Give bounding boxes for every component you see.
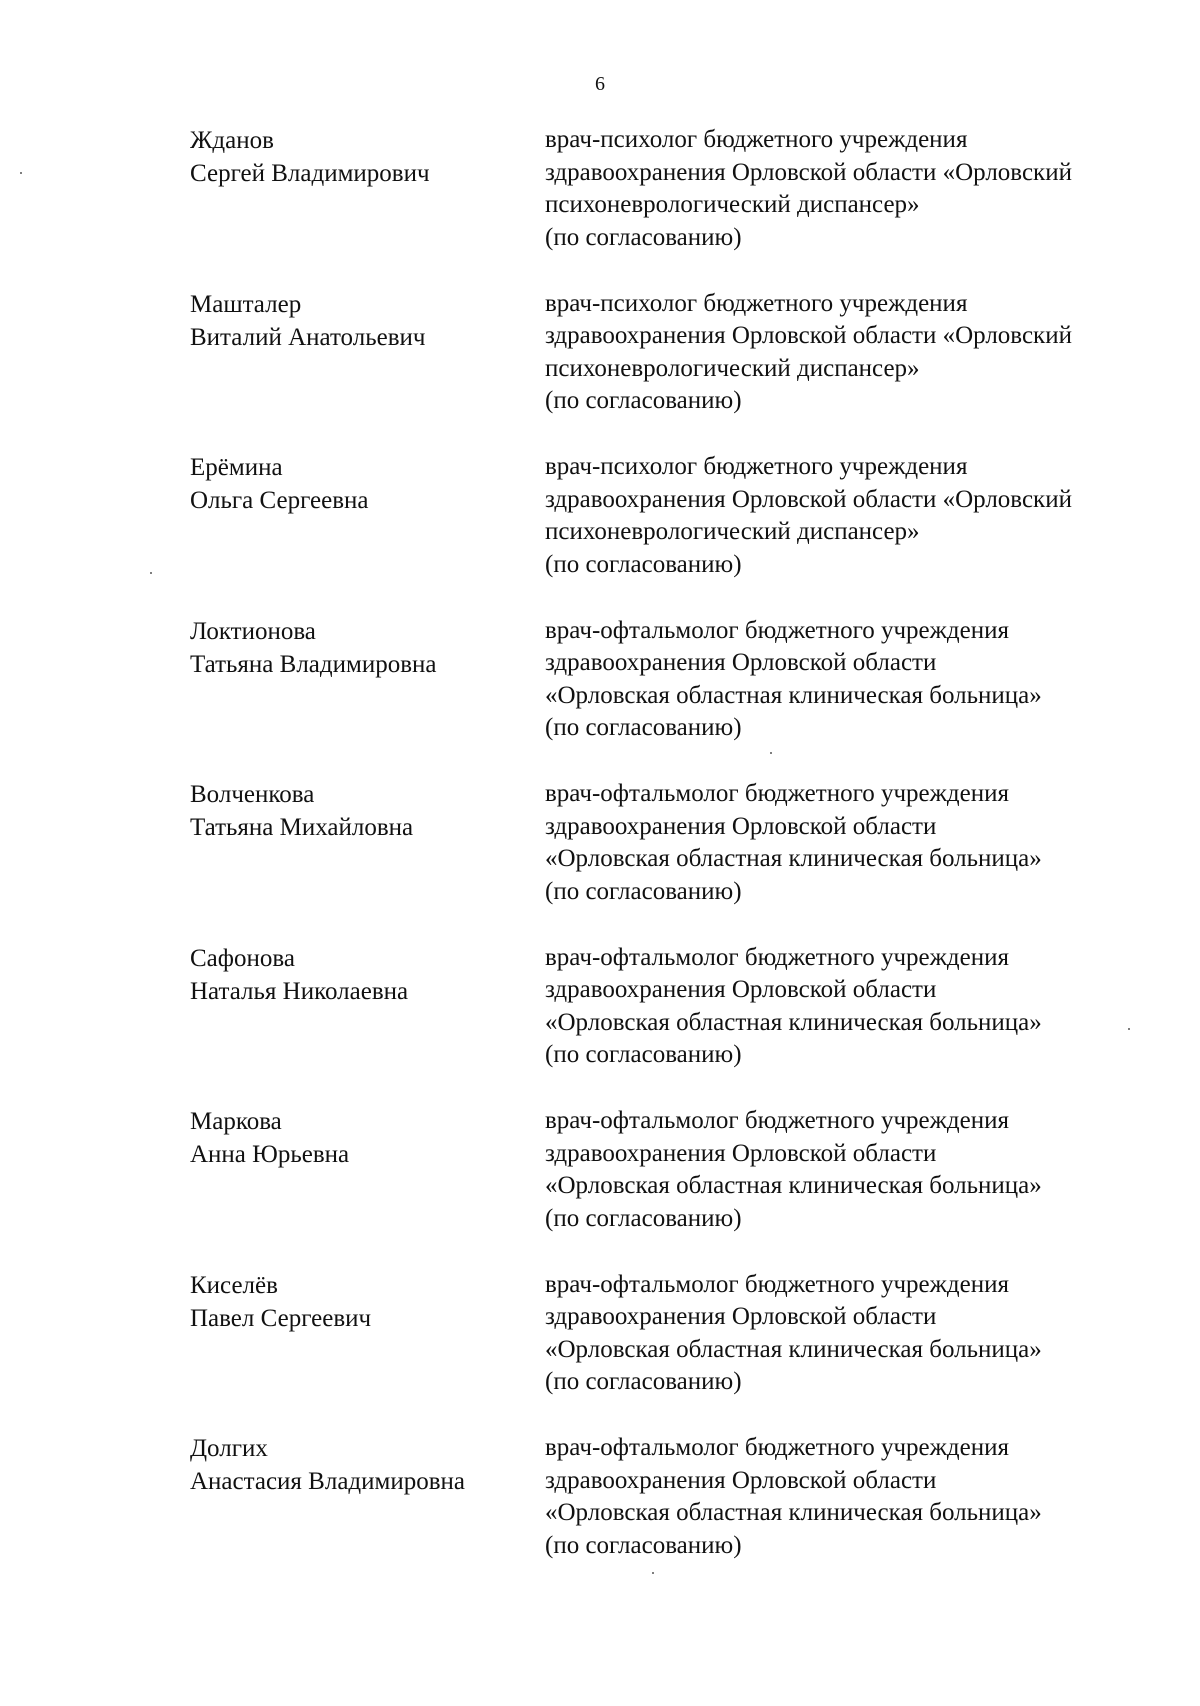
position-line: врач-офтальмолог бюджетного учреждения	[545, 616, 1009, 644]
position-line: (по согласованию)	[545, 223, 742, 251]
member-surname: Сафонова	[190, 944, 295, 972]
member-given-names: Ольга Сергеевна	[190, 487, 369, 514]
member-entry	[0, 288, 1200, 452]
position-line: (по согласованию)	[545, 387, 742, 414]
member-name	[190, 1105, 530, 1171]
member-surname: Ерёмина	[190, 454, 283, 481]
member-list	[0, 124, 1200, 1596]
member-position	[545, 1105, 1165, 1235]
scan-speck	[770, 752, 772, 754]
member-surname: Машталер	[190, 290, 302, 318]
member-given-names: Павел Сергеевич	[190, 1304, 372, 1332]
position-line: психоневрологический диспансер»	[545, 518, 920, 545]
position-line: «Орловская областная клиническая больница»	[545, 681, 1042, 709]
member-entry	[0, 1432, 1200, 1596]
position-line: здравоохранения Орловской области «Орловский	[545, 158, 1072, 186]
scan-speck	[1128, 1028, 1130, 1030]
member-surname: Локтионова	[190, 617, 316, 645]
scan-speck	[20, 172, 22, 174]
member-surname: Киселёв	[190, 1271, 278, 1299]
position-line: (по согласованию)	[545, 1531, 742, 1559]
position-line: здравоохранения Орловской области	[545, 1466, 937, 1494]
position-line: здравоохранения Орловской области	[545, 649, 937, 676]
member-position	[545, 1432, 1165, 1562]
member-position	[545, 942, 1165, 1072]
position-line: здравоохранения Орловской области	[545, 976, 937, 1003]
member-entry	[0, 778, 1200, 942]
member-position	[545, 288, 1165, 418]
position-line: (по согласованию)	[545, 1204, 742, 1232]
position-line: «Орловская областная клиническая больница»	[545, 1172, 1042, 1199]
position-line: врач-офтальмолог бюджетного учреждения	[545, 943, 1009, 971]
member-given-names: Татьяна Михайловна	[190, 814, 414, 841]
member-entry	[0, 615, 1200, 779]
member-entry	[0, 1269, 1200, 1433]
member-given-names: Анна Юрьевна	[190, 1141, 350, 1168]
member-entry	[0, 124, 1200, 288]
position-line: (по согласованию)	[545, 1041, 742, 1068]
member-position	[545, 1269, 1165, 1399]
member-name	[190, 1269, 530, 1335]
member-surname: Волченкова	[190, 781, 315, 808]
position-line: врач-офтальмолог бюджетного учреждения	[545, 780, 1009, 807]
position-line: «Орловская областная клиническая больница»	[545, 1008, 1042, 1036]
member-given-names: Сергей Владимирович	[190, 160, 430, 187]
position-line: здравоохранения Орловской области	[545, 1303, 937, 1330]
position-line: (по согласованию)	[545, 877, 742, 905]
member-given-names: Татьяна Владимировна	[190, 650, 437, 678]
position-line: здравоохранения Орловской области	[545, 1139, 937, 1167]
member-name	[190, 778, 530, 844]
member-name	[190, 1432, 530, 1498]
member-given-names: Анастасия Владимировна	[190, 1468, 465, 1495]
position-line: «Орловская областная клиническая больница»	[545, 845, 1042, 872]
position-line: «Орловская областная клиническая больница»	[545, 1335, 1042, 1363]
page-number: 6	[595, 73, 605, 95]
position-line: (по согласованию)	[545, 550, 742, 578]
position-line: здравоохранения Орловской области «Орловский	[545, 485, 1072, 513]
member-entry	[0, 1105, 1200, 1269]
member-name	[190, 288, 530, 354]
member-position	[545, 615, 1165, 745]
position-line: врач-офтальмолог бюджетного учреждения	[545, 1107, 1009, 1134]
position-line: врач-психолог бюджетного учреждения	[545, 126, 968, 153]
position-line: (по согласованию)	[545, 1368, 742, 1395]
member-position	[545, 124, 1165, 254]
position-line: (по согласованию)	[545, 714, 742, 741]
member-surname: Жданов	[190, 127, 274, 154]
position-line: врач-офтальмолог бюджетного учреждения	[545, 1270, 1009, 1298]
member-surname: Долгих	[190, 1435, 268, 1462]
position-line: врач-психолог бюджетного учреждения	[545, 453, 968, 480]
member-entry	[0, 451, 1200, 615]
position-line: врач-офтальмолог бюджетного учреждения	[545, 1434, 1009, 1461]
position-line: врач-психолог бюджетного учреждения	[545, 289, 968, 317]
member-name	[190, 942, 530, 1008]
position-line: психоневрологический диспансер»	[545, 191, 920, 218]
member-name	[190, 451, 530, 517]
position-line: психоневрологический диспансер»	[545, 354, 920, 382]
member-name	[190, 615, 530, 681]
member-position	[545, 778, 1165, 908]
member-given-names: Виталий Анатольевич	[190, 323, 426, 351]
scan-speck	[150, 572, 152, 574]
member-surname: Маркова	[190, 1108, 282, 1135]
scan-speck	[652, 1572, 654, 1574]
position-line: здравоохранения Орловской области «Орловский	[545, 322, 1072, 349]
member-entry	[0, 942, 1200, 1106]
member-name	[190, 124, 530, 190]
position-line: «Орловская областная клиническая больница»	[545, 1499, 1042, 1526]
member-given-names: Наталья Николаевна	[190, 977, 409, 1005]
member-position	[545, 451, 1165, 581]
position-line: здравоохранения Орловской области	[545, 812, 937, 840]
